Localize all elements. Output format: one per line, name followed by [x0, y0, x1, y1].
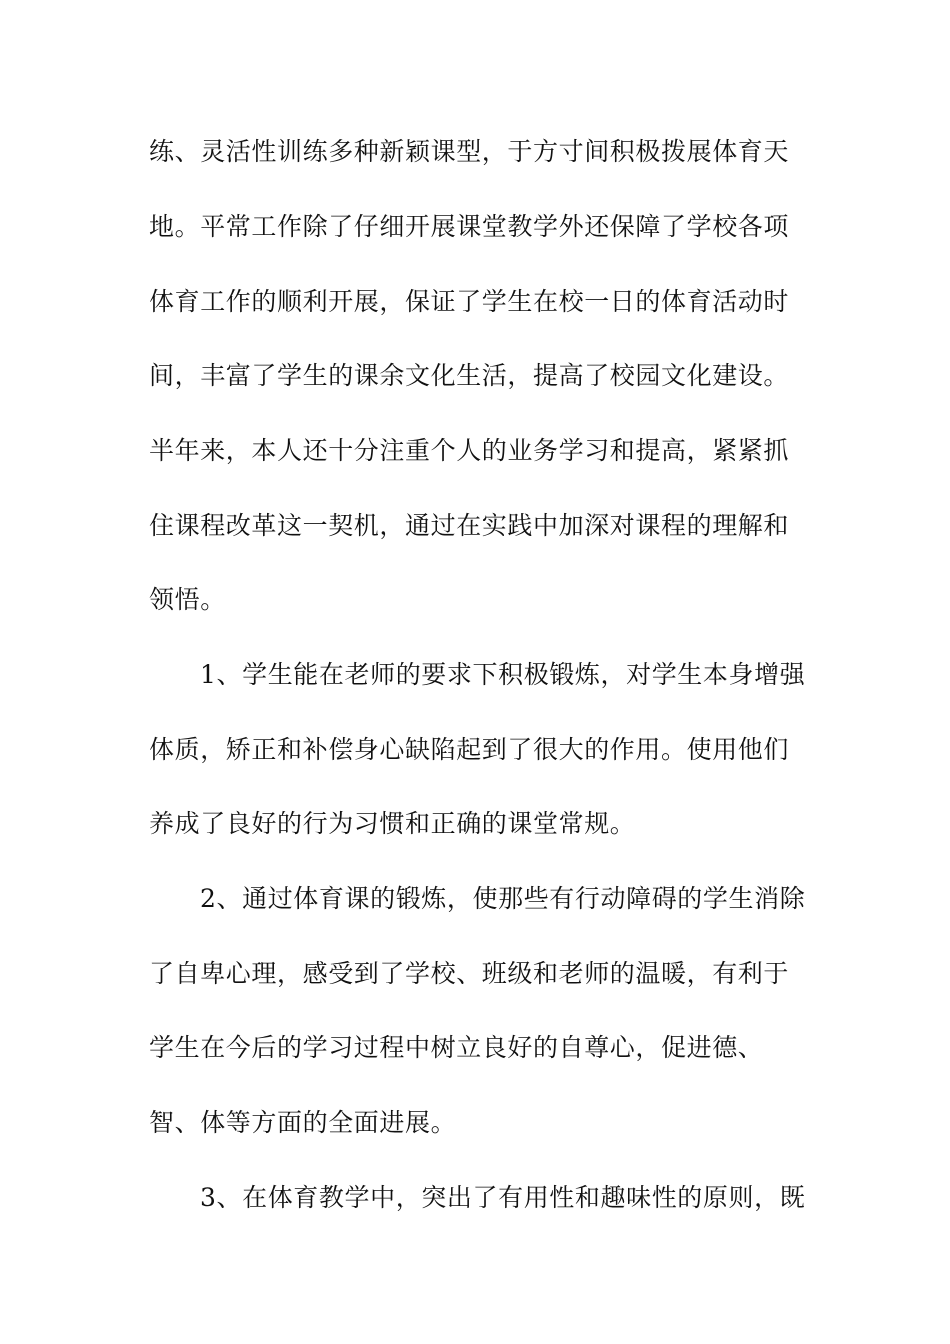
text-line: 半年来，本人还十分注重个人的业务学习和提高，紧紧抓: [149, 436, 790, 465]
paragraph-start-line: 3、在体育教学中，突出了有用性和趣味性的原则，既: [200, 1183, 806, 1212]
text-line: 学生在今后的学习过程中树立良好的自尊心，促进德、: [149, 1033, 764, 1062]
text-line: 地。平常工作除了仔细开展课堂教学外还保障了学校各项: [149, 212, 790, 241]
text-line: 智、体等方面的全面进展。: [149, 1108, 457, 1137]
text-line: 住课程改革这一契机，通过在实践中加深对课程的理解和: [149, 511, 790, 540]
text-line: 了自卑心理，感受到了学校、班级和老师的温暖，有利于: [149, 959, 790, 988]
text-line: 练、灵活性训练多种新颖课型，于方寸间积极拨展体育天: [149, 137, 790, 166]
text-line: 体育工作的顺利开展，保证了学生在校一日的体育活动时: [149, 287, 790, 316]
text-line: 养成了良好的行为习惯和正确的课堂常规。: [149, 809, 636, 838]
paragraph-start-line: 2、通过体育课的锻炼，使那些有行动障碍的学生消除: [200, 884, 806, 913]
text-line: 体质，矫正和补偿身心缺陷起到了很大的作用。使用他们: [149, 735, 790, 764]
paragraph-start-line: 1、学生能在老师的要求下积极锻炼，对学生本身增强: [200, 660, 806, 689]
text-line: 间，丰富了学生的课余文化生活，提高了校园文化建设。: [149, 361, 790, 390]
text-line: 领悟。: [149, 585, 226, 614]
